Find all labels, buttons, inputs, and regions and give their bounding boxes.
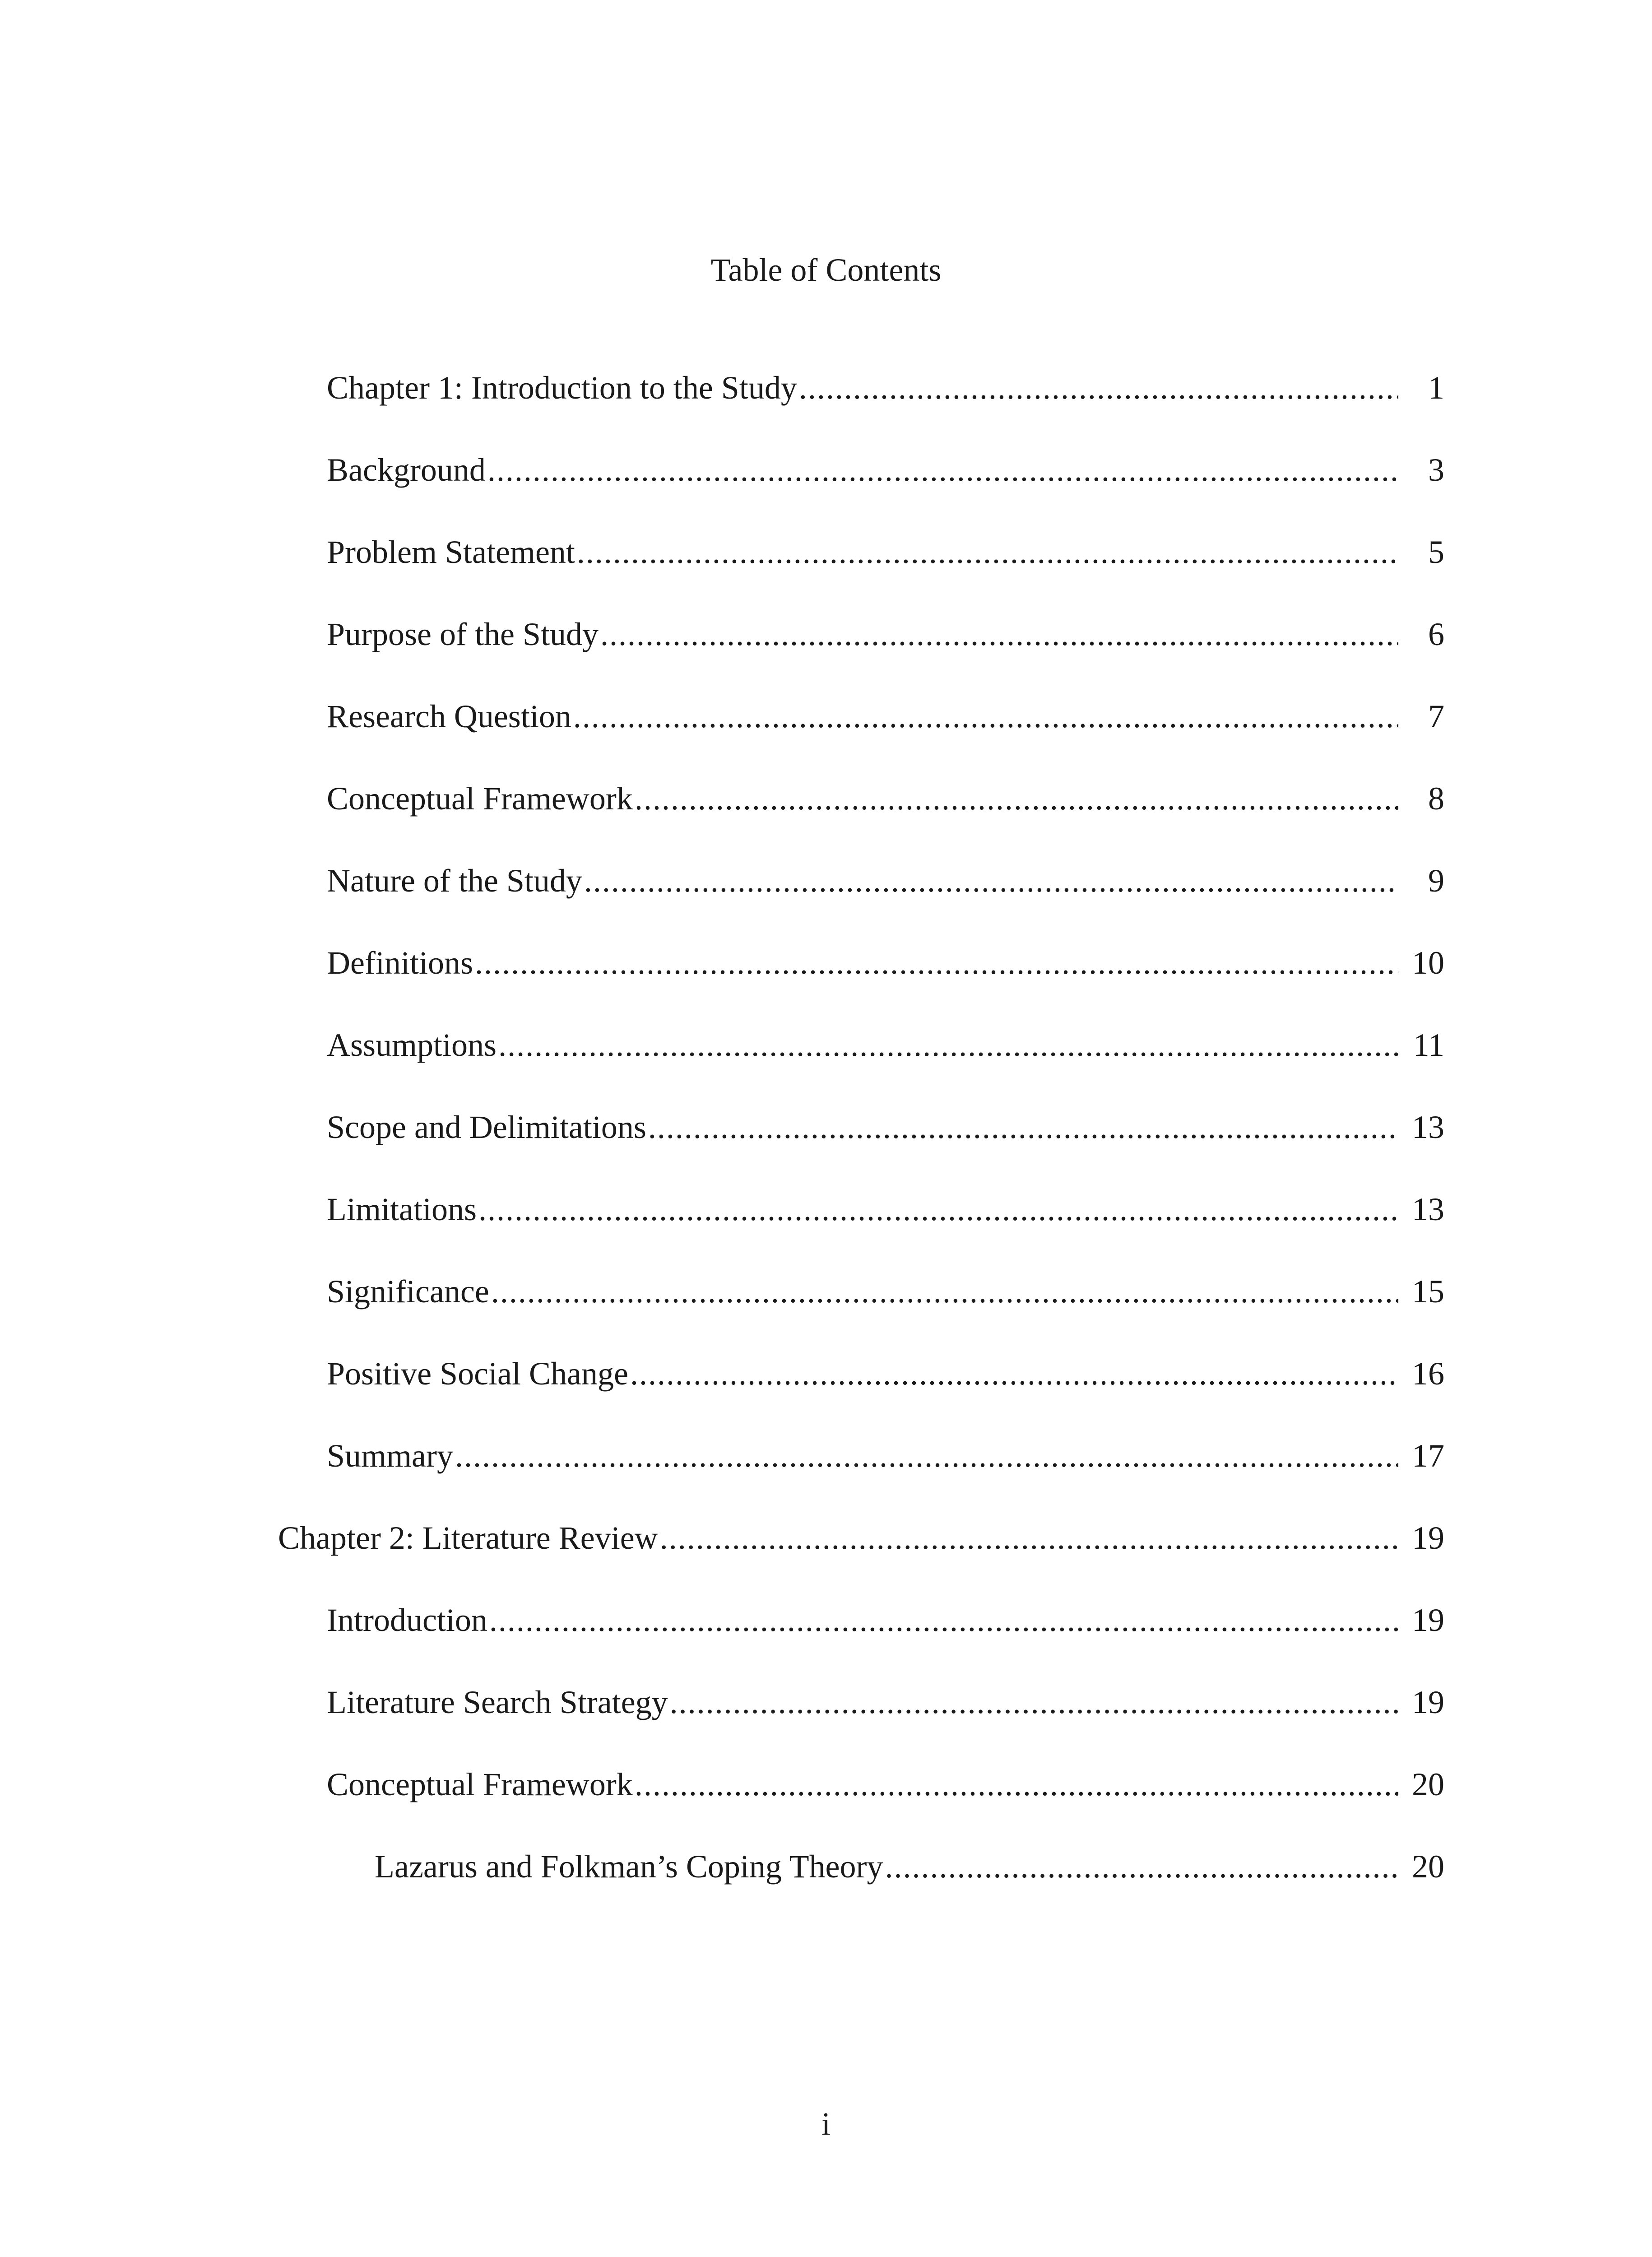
toc-dot-leader [491, 1269, 1398, 1314]
toc-entry[interactable] [0, 365, 1652, 447]
toc-entry[interactable] [0, 447, 1652, 529]
toc-entry-title: Chapter 1: Introduction to the Study [327, 370, 797, 406]
toc-entry-title: Scope and Delimitations [327, 1109, 646, 1145]
toc-entry-page-number: 16 [1412, 1356, 1444, 1392]
toc-entry[interactable] [0, 612, 1652, 694]
toc-entry-title: Summary [327, 1438, 453, 1474]
toc-entry-page-number: 13 [1412, 1109, 1444, 1145]
toc-dot-leader [600, 612, 1398, 657]
toc-dot-leader [885, 1844, 1398, 1889]
toc-entry-title: Lazarus and Folkman’s Coping Theory [375, 1848, 883, 1885]
toc-entry[interactable] [0, 694, 1652, 776]
toc-entry[interactable] [0, 1105, 1652, 1187]
toc-entry[interactable] [0, 1022, 1652, 1105]
toc-entry-page-number: 7 [1428, 698, 1444, 734]
toc-entry-page-number: 11 [1413, 1027, 1444, 1063]
toc-entry-page-number: 20 [1412, 1848, 1444, 1885]
toc-dot-leader [630, 1351, 1398, 1396]
toc-entry[interactable] [0, 1844, 1652, 1926]
toc-entry-title: Background [327, 452, 486, 488]
toc-entry-page-number: 15 [1412, 1273, 1444, 1310]
toc-list [0, 365, 1652, 1926]
toc-entry-title: Chapter 2: Literature Review [278, 1520, 658, 1556]
toc-dot-leader [635, 776, 1398, 821]
toc-entry-page-number: 3 [1428, 452, 1444, 488]
toc-entry[interactable] [0, 1680, 1652, 1762]
toc-dot-leader [660, 1515, 1398, 1560]
toc-entry-title: Conceptual Framework [327, 1766, 633, 1802]
toc-entry[interactable] [0, 1598, 1652, 1680]
toc-entry-title: Nature of the Study [327, 863, 582, 899]
toc-dot-leader [577, 529, 1398, 575]
toc-dot-leader [573, 694, 1398, 739]
toc-entry-page-number: 20 [1412, 1766, 1444, 1802]
toc-dot-leader [475, 940, 1398, 985]
toc-entry[interactable] [0, 1269, 1652, 1351]
toc-dot-leader [670, 1680, 1398, 1725]
toc-entry[interactable] [0, 940, 1652, 1022]
toc-entry-title: Limitations [327, 1191, 477, 1227]
toc-entry-title: Research Question [327, 698, 571, 734]
toc-entry-page-number: 5 [1428, 534, 1444, 570]
toc-dot-leader [478, 1187, 1398, 1232]
page-number: i [821, 2106, 831, 2142]
toc-entry-title: Introduction [327, 1602, 487, 1638]
toc-dot-leader [489, 1598, 1398, 1643]
toc-dot-leader [487, 447, 1398, 492]
toc-entry-page-number: 19 [1412, 1520, 1444, 1556]
toc-entry-title: Conceptual Framework [327, 780, 633, 817]
toc-entry[interactable] [0, 1187, 1652, 1269]
toc-entry-page-number: 6 [1428, 616, 1444, 652]
toc-entry-title: Purpose of the Study [327, 616, 599, 652]
toc-entry-title: Significance [327, 1273, 489, 1310]
toc-entry[interactable] [0, 776, 1652, 858]
toc-entry[interactable] [0, 858, 1652, 940]
toc-dot-leader [648, 1105, 1398, 1150]
toc-entry-page-number: 8 [1428, 780, 1444, 817]
toc-entry-page-number: 17 [1412, 1438, 1444, 1474]
toc-entry[interactable] [0, 1515, 1652, 1598]
toc-dot-leader [635, 1762, 1398, 1807]
toc-dot-leader [799, 365, 1398, 410]
toc-entry-title: Literature Search Strategy [327, 1684, 668, 1720]
toc-entry-title: Problem Statement [327, 534, 575, 570]
toc-entry[interactable] [0, 1351, 1652, 1433]
toc-dot-leader [498, 1022, 1398, 1068]
page-title: Table of Contents [710, 252, 942, 288]
toc-entry-title: Positive Social Change [327, 1356, 628, 1392]
toc-entry-page-number: 19 [1412, 1602, 1444, 1638]
toc-entry[interactable] [0, 1433, 1652, 1515]
toc-entry[interactable] [0, 1762, 1652, 1844]
toc-entry[interactable] [0, 529, 1652, 612]
toc-dot-leader [455, 1433, 1398, 1478]
toc-entry-page-number: 9 [1428, 863, 1444, 899]
toc-entry-page-number: 13 [1412, 1191, 1444, 1227]
toc-entry-title: Assumptions [327, 1027, 497, 1063]
toc-entry-page-number: 19 [1412, 1684, 1444, 1720]
toc-entry-title: Definitions [327, 945, 473, 981]
toc-dot-leader [584, 858, 1398, 903]
toc-entry-page-number: 10 [1412, 945, 1444, 981]
toc-entry-page-number: 1 [1428, 370, 1444, 406]
